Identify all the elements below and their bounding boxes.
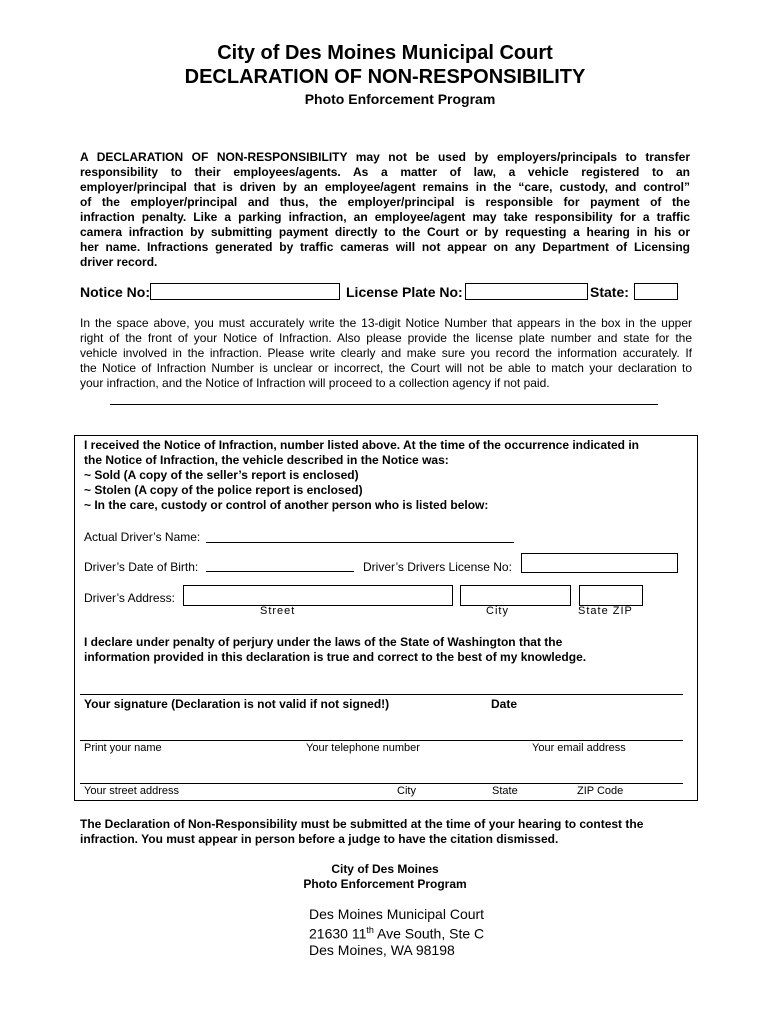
telephone-label: Your telephone number bbox=[306, 742, 420, 754]
state-zip-caption: State ZIP bbox=[578, 605, 633, 617]
license-plate-field[interactable] bbox=[465, 283, 588, 300]
instructions-line: right of the front of your Notice of Infraction. Also please provide the license plate number and state for the bbox=[80, 331, 692, 345]
address-line-1: Des Moines Municipal Court bbox=[309, 906, 485, 922]
address-street: Ave South, Ste C bbox=[373, 925, 485, 942]
form-title: DECLARATION OF NON-RESPONSIBILITY bbox=[184, 66, 586, 88]
address-ordinal: th bbox=[366, 925, 374, 935]
driver-name-label: Actual Driver’s Name: bbox=[84, 530, 201, 544]
section-divider bbox=[110, 404, 658, 405]
intro-paragraph bbox=[80, 150, 690, 270]
intro-line: A DECLARATION OF NON-RESPONSIBILITY may not be used by employers/principals to transfer bbox=[80, 150, 690, 164]
intro-line: employer/principal that is driven by an employee/agent remains in the “care, custody, and control” bbox=[80, 180, 690, 194]
perjury-line: I declare under penalty of perjury under the laws of the State of Washington that the bbox=[84, 635, 563, 649]
city-caption: City bbox=[486, 605, 509, 617]
drivers-license-field[interactable] bbox=[521, 553, 678, 573]
address-line-2 bbox=[309, 922, 484, 942]
drivers-license-label: Driver’s Drivers License No: bbox=[363, 560, 512, 574]
driver-name-line[interactable] bbox=[206, 542, 514, 543]
vehicle-statement bbox=[84, 438, 684, 513]
instructions-line: the Notice of Infraction Number is unclear or incorrect, the Court will not be able to match your declaration to bbox=[80, 361, 692, 375]
zip-code-label: ZIP Code bbox=[577, 785, 624, 797]
notice-no-field[interactable] bbox=[150, 283, 340, 300]
state-label: State: bbox=[590, 284, 629, 300]
license-plate-label: License Plate No: bbox=[346, 284, 463, 300]
state-label-bottom: State bbox=[492, 785, 518, 797]
email-label: Your email address bbox=[532, 742, 626, 754]
org-line: Photo Enforcement Program bbox=[303, 877, 467, 891]
perjury-statement bbox=[84, 635, 684, 665]
notice-no-label: Notice No: bbox=[80, 284, 150, 300]
street-address-line[interactable] bbox=[80, 783, 683, 784]
intro-line: of the employer/principal and thus, the employer/principal is responsible for payment of the bbox=[80, 195, 690, 209]
intro-line: infraction penalty. Like a parking infraction, an employee/agent may take responsibility for a traffic bbox=[80, 210, 690, 224]
city-field[interactable] bbox=[460, 585, 571, 606]
signature-label: Your signature (Declaration is not valid if not signed!) bbox=[84, 697, 390, 711]
submission-line: infraction. You must appear in person before a judge to have the citation dismissed. bbox=[80, 832, 559, 846]
state-field[interactable] bbox=[634, 283, 678, 300]
statement-line: I received the Notice of Infraction, number listed above. At the time of the occurrence indicated in bbox=[84, 438, 639, 452]
street-caption: Street bbox=[260, 605, 296, 617]
perjury-line: information provided in this declaration is true and correct to the best of my knowledge. bbox=[84, 650, 587, 664]
submission-line: The Declaration of Non-Responsibility must be submitted at the time of your hearing to contest the bbox=[80, 817, 644, 831]
submission-notice bbox=[80, 817, 690, 847]
org-line: City of Des Moines bbox=[331, 862, 439, 876]
street-address-label: Your street address bbox=[84, 785, 179, 797]
intro-line: camera infraction by submitting payment directly to the Court or by requesting a hearing in his or bbox=[80, 225, 690, 239]
instructions-line: your infraction, and the Notice of Infraction will proceed to a collection agency if not paid. bbox=[80, 376, 550, 390]
court-address bbox=[309, 906, 484, 958]
stolen-option: ~ Stolen (A copy of the police report is enclosed) bbox=[84, 483, 363, 497]
print-name-label: Print your name bbox=[84, 742, 162, 754]
statement-line: the Notice of Infraction, the vehicle described in the Notice was: bbox=[84, 453, 449, 467]
instructions-line: vehicle involved in the infraction. Please write clearly and make sure you record the information accurately. If bbox=[80, 346, 692, 360]
custody-option: ~ In the care, custody or control of another person who is listed below: bbox=[84, 498, 489, 512]
state-zip-field[interactable] bbox=[579, 585, 643, 606]
intro-line: her name. Infractions generated by traffic cameras will not appear on any Department of Licensing bbox=[80, 240, 690, 254]
dob-label: Driver’s Date of Birth: bbox=[84, 560, 199, 574]
date-label: Date bbox=[491, 697, 518, 711]
address-number: 21630 11 bbox=[309, 925, 367, 942]
print-name-line[interactable] bbox=[80, 740, 683, 741]
instructions-paragraph bbox=[80, 316, 692, 391]
drivers-address-label: Driver’s Address: bbox=[84, 591, 175, 605]
program-name: Photo Enforcement Program bbox=[304, 91, 496, 107]
address-line-3: Des Moines, WA 98198 bbox=[309, 941, 455, 958]
intro-line: responsibility to their employees/agents. As a matter of law, a vehicle registered to an bbox=[80, 165, 690, 179]
org-block bbox=[0, 862, 770, 892]
instructions-line: In the space above, you must accurately write the 13-digit Notice Number that appears in the box in the upper bbox=[80, 316, 692, 330]
sold-option: ~ Sold (A copy of the seller’s report is enclosed) bbox=[84, 468, 359, 482]
city-label: City bbox=[397, 785, 416, 797]
dob-line[interactable] bbox=[206, 571, 354, 572]
street-field[interactable] bbox=[183, 585, 453, 606]
court-name: City of Des Moines Municipal Court bbox=[217, 42, 553, 64]
signature-line[interactable] bbox=[80, 694, 683, 695]
intro-line: driver record. bbox=[80, 255, 158, 269]
